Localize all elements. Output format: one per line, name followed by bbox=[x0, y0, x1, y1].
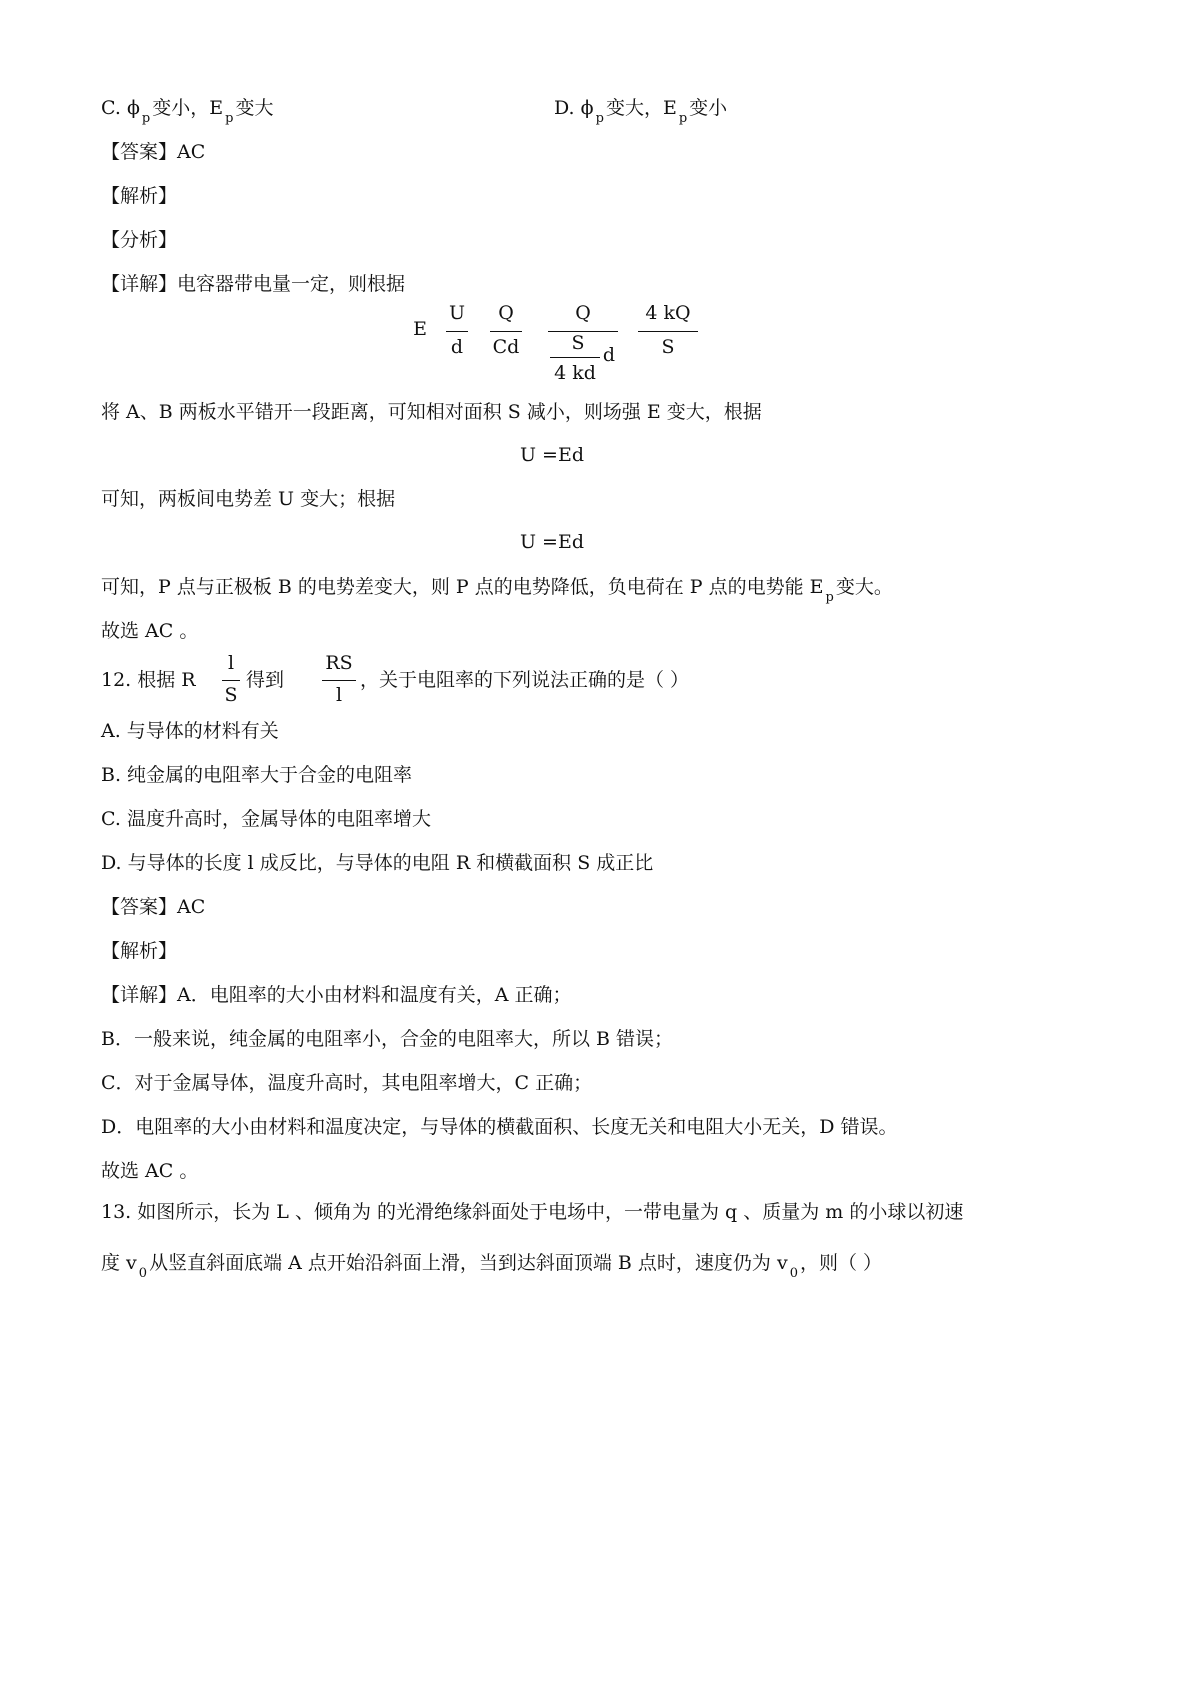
paragraph-3 bbox=[101, 575, 893, 605]
detail-text: 【详解】电容器带电量一定，则根据 bbox=[101, 273, 406, 295]
option-d-text: 变大，E bbox=[605, 97, 677, 119]
detail-b: B．一般来说，纯金属的电阻率小，合金的电阻率大，所以 B 错误； bbox=[101, 1028, 674, 1050]
q12-option-d: D. 与导体的长度 l 成反比，与导体的电阻 R 和横截面积 S 成正比 bbox=[101, 852, 654, 874]
eq-f3-num: Q bbox=[575, 302, 591, 324]
q13-text-a: 度 v bbox=[101, 1252, 137, 1274]
detail-a: 【详解】A．电阻率的大小由材料和温度有关，A 正确； bbox=[101, 984, 572, 1006]
eq-f2-den: Cd bbox=[492, 336, 520, 358]
eq-E: E bbox=[413, 318, 427, 340]
choose-line: 故选 AC 。 bbox=[101, 620, 199, 642]
fraction-bar bbox=[638, 331, 698, 332]
q12-mid: 得到 bbox=[246, 669, 285, 691]
subscript: p bbox=[141, 111, 151, 126]
subscript: p bbox=[225, 111, 234, 126]
eq-f3-d: d bbox=[602, 344, 616, 366]
phi-symbol: ϕ bbox=[580, 97, 594, 119]
analysis-label: 【解析】 bbox=[101, 185, 178, 207]
fraction-bar bbox=[490, 331, 522, 332]
subscript: 0 bbox=[138, 1266, 148, 1281]
eq-f2-num: Q bbox=[498, 302, 514, 324]
paragraph-2: 可知，两板间电势差 U 变大；根据 bbox=[101, 488, 396, 510]
answer-label: 【答案】AC bbox=[101, 896, 206, 918]
q12-f2-num: RS bbox=[325, 652, 353, 674]
option-c-text: 变小，E bbox=[152, 97, 224, 119]
answer-label: 【答案】AC bbox=[101, 141, 206, 163]
subscript: p bbox=[678, 111, 688, 126]
fraction-bar bbox=[446, 331, 468, 332]
subscript: p bbox=[825, 590, 834, 605]
fenxi-label: 【分析】 bbox=[101, 229, 178, 251]
eq-f3-inner-num: S bbox=[571, 332, 585, 354]
option-d bbox=[554, 96, 728, 126]
subscript: p bbox=[595, 111, 604, 126]
detail-c: C．对于金属导体，温度升高时，其电阻率增大，C 正确； bbox=[101, 1072, 593, 1094]
subscript: 0 bbox=[789, 1266, 798, 1281]
eq-f3-inner-den: 4 kd bbox=[554, 362, 596, 384]
phi-symbol: ϕ bbox=[126, 97, 140, 119]
eq-f4-num: 4 kQ bbox=[645, 302, 691, 324]
fraction-bar bbox=[222, 680, 240, 681]
option-c-text-2: 变大 bbox=[235, 97, 274, 119]
paragraph-3-tail: 变大。 bbox=[835, 576, 893, 598]
option-d-label: D. bbox=[554, 97, 575, 119]
paragraph-3-text: 可知，P 点与正极板 B 的电势差变大，则 P 点的电势降低，负电荷在 P 点的电势能 E bbox=[101, 576, 824, 598]
detail-d: D．电阻率的大小由材料和温度决定，与导体的横截面积、长度无关和电阻大小无关，D 错误。 bbox=[101, 1116, 898, 1138]
equation-u-ed: U =Ed bbox=[519, 444, 584, 466]
q12-f2-den: l bbox=[335, 684, 343, 706]
option-d-text-2: 变小 bbox=[689, 97, 728, 119]
fraction-bar bbox=[322, 680, 356, 681]
choose-line: 故选 AC 。 bbox=[101, 1160, 199, 1182]
q12-tail: ，关于电阻率的下列说法正确的是（ ） bbox=[360, 669, 690, 691]
q13-line-1: 13. 如图所示，长为 L 、倾角为 的光滑绝缘斜面处于电场中，一带电量为 q 、质量为 m 的小球以初速 bbox=[101, 1201, 964, 1223]
analysis-label: 【解析】 bbox=[101, 940, 178, 962]
option-c bbox=[101, 96, 274, 126]
paragraph-1: 将 A、B 两板水平错开一段距离，可知相对面积 S 减小，则场强 E 变大，根据 bbox=[101, 401, 762, 423]
option-c-label: C. bbox=[101, 97, 121, 119]
q13-line-2 bbox=[101, 1251, 883, 1281]
eq-f1-den: d bbox=[450, 336, 464, 358]
q13-text-b: 从竖直斜面底端 A 点开始沿斜面上滑，当到达斜面顶端 B 点时，速度仍为 v bbox=[149, 1252, 788, 1274]
q12-option-b: B. 纯金属的电阻率大于合金的电阻率 bbox=[101, 764, 413, 786]
q13-text-c: ，则（ ） bbox=[799, 1252, 883, 1274]
equation-u-ed: U =Ed bbox=[519, 531, 584, 553]
fraction-bar bbox=[550, 357, 600, 358]
eq-f4-den: S bbox=[661, 336, 675, 358]
q12-f1-den: S bbox=[224, 684, 238, 706]
q12-option-a: A. 与导体的材料有关 bbox=[101, 720, 279, 742]
eq-f1-num: U bbox=[448, 302, 465, 324]
q12-number: 12. 根据 R bbox=[101, 669, 196, 691]
q12-f1-num: l bbox=[227, 652, 235, 674]
q12-option-c: C. 温度升高时，金属导体的电阻率增大 bbox=[101, 808, 431, 830]
